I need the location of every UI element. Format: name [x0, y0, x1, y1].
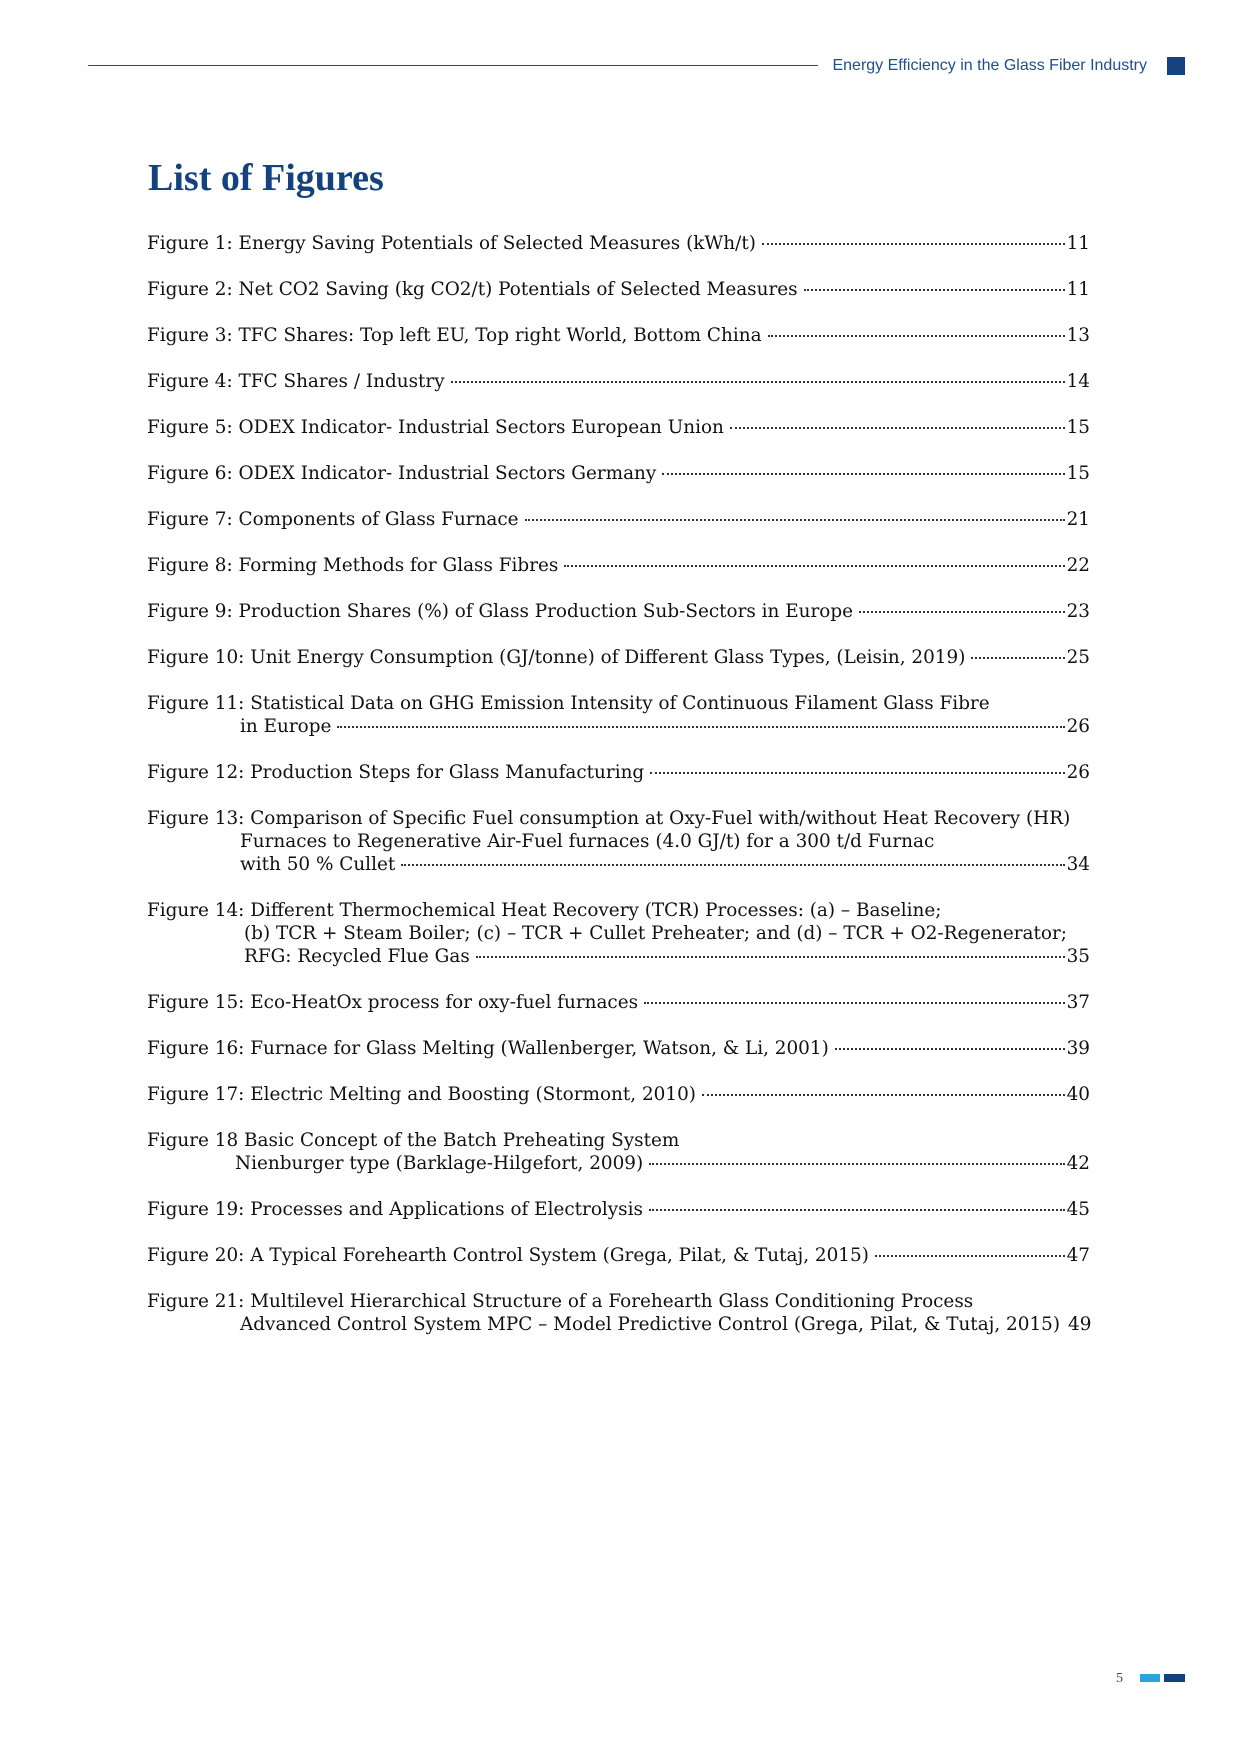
- page-number: 25: [1066, 647, 1090, 668]
- figure-label: Figure 17: Electric Melting and Boosting (Stormont, 2010): [147, 1084, 696, 1105]
- figure-entry[interactable]: [147, 554, 1090, 577]
- dot-leader: [525, 519, 1065, 521]
- header-square-icon: [1167, 57, 1185, 75]
- page-number: 23: [1066, 601, 1090, 622]
- figure-label-continuation: Furnaces to Regenerative Air-Fuel furnaces (4.0 GJ/t) for a 300 t/d Furnac: [240, 831, 935, 852]
- dot-leader: [762, 243, 1065, 245]
- figure-entry[interactable]: [147, 761, 1090, 784]
- page-number: 47: [1066, 1245, 1090, 1266]
- running-header-title: Energy Efficiency in the Glass Fiber Industry: [832, 57, 1147, 74]
- figure-label-continuation: (b) TCR + Steam Boiler; (c) – TCR + Cullet Preheater; and (d) – TCR + O2-Regenerator;: [244, 923, 1067, 944]
- figure-label-continuation: Nienburger type (Barklage-Hilgefort, 2009): [235, 1153, 644, 1174]
- page-number: 21: [1066, 509, 1090, 530]
- page-number: 42: [1066, 1153, 1090, 1174]
- figure-entry[interactable]: [147, 324, 1090, 347]
- figure-entry[interactable]: [147, 1244, 1090, 1267]
- figure-entry[interactable]: [147, 278, 1090, 301]
- dot-leader: [649, 1163, 1064, 1165]
- figure-label: Figure 3: TFC Shares: Top left EU, Top right World, Bottom China: [147, 325, 762, 346]
- figure-entry[interactable]: [147, 416, 1090, 439]
- page-number: 40: [1066, 1084, 1090, 1105]
- figure-label: Figure 6: ODEX Indicator- Industrial Sectors Germany: [147, 463, 657, 484]
- dot-leader: [804, 289, 1065, 291]
- figure-entry[interactable]: [147, 1083, 1090, 1106]
- dot-leader: [650, 772, 1064, 774]
- footer-page-number: 5: [1116, 1671, 1123, 1686]
- figure-entry[interactable]: [147, 1198, 1090, 1221]
- figure-label-continuation: RFG: Recycled Flue Gas: [244, 946, 470, 967]
- footer-accent-bar-icon: [1164, 1674, 1185, 1682]
- page-number: 14: [1066, 371, 1090, 392]
- figure-entry[interactable]: [147, 899, 1090, 968]
- figure-label: Figure 12: Production Steps for Glass Manufacturing: [147, 762, 645, 783]
- figure-entry[interactable]: [147, 232, 1090, 255]
- dot-leader: [730, 427, 1065, 429]
- page-number: 11: [1066, 279, 1090, 300]
- dot-leader: [835, 1048, 1065, 1050]
- figure-label: Figure 19: Processes and Applications of Electrolysis: [147, 1199, 643, 1220]
- dot-leader: [859, 611, 1065, 613]
- page-number: 11: [1066, 233, 1090, 254]
- figure-entry[interactable]: [147, 462, 1090, 485]
- dot-leader: [564, 565, 1064, 567]
- figure-entry[interactable]: [147, 991, 1090, 1014]
- figure-label: Figure 18 Basic Concept of the Batch Preheating System: [147, 1130, 680, 1151]
- dot-leader: [337, 726, 1064, 728]
- figure-label: Figure 2: Net CO2 Saving (kg CO2/t) Potentials of Selected Measures: [147, 279, 798, 300]
- figure-label-continuation: with 50 % Cullet: [240, 854, 396, 875]
- figure-entry[interactable]: [147, 1129, 1090, 1175]
- figure-entry[interactable]: [147, 600, 1090, 623]
- dot-leader: [644, 1002, 1065, 1004]
- figure-label: Figure 16: Furnace for Glass Melting (Wallenberger, Watson, & Li, 2001): [147, 1038, 829, 1059]
- figure-label: Figure 11: Statistical Data on GHG Emission Intensity of Continuous Filament Glass Fibre: [147, 693, 990, 714]
- dot-leader: [401, 864, 1064, 866]
- figure-label-continuation: in Europe: [240, 716, 332, 737]
- figure-label: Figure 15: Eco-HeatOx process for oxy-fuel furnaces: [147, 992, 639, 1013]
- figure-entry[interactable]: [147, 508, 1090, 531]
- figure-label: Figure 4: TFC Shares / Industry: [147, 371, 445, 392]
- dot-leader: [702, 1094, 1065, 1096]
- dot-leader: [451, 381, 1065, 383]
- figure-entry[interactable]: [147, 1037, 1090, 1060]
- page-number: 39: [1066, 1038, 1090, 1059]
- page-number: 13: [1066, 325, 1090, 346]
- dot-leader: [476, 956, 1065, 958]
- page-number: 49: [1068, 1314, 1092, 1335]
- page-number: 15: [1066, 463, 1090, 484]
- dot-leader: [768, 335, 1065, 337]
- figure-label: Figure 1: Energy Saving Potentials of Selected Measures (kWh/t): [147, 233, 756, 254]
- figure-label: Figure 8: Forming Methods for Glass Fibres: [147, 555, 559, 576]
- figure-label: Figure 5: ODEX Indicator- Industrial Sectors European Union: [147, 417, 724, 438]
- figure-entry[interactable]: [147, 646, 1090, 669]
- dot-leader: [875, 1255, 1065, 1257]
- page-number: 26: [1066, 762, 1090, 783]
- figure-list: [147, 232, 1090, 1359]
- figure-label: Figure 20: A Typical Forehearth Control System (Grega, Pilat, & Tutaj, 2015): [147, 1245, 869, 1266]
- page-number: 15: [1066, 417, 1090, 438]
- dot-leader: [649, 1209, 1065, 1211]
- figure-label-continuation: Advanced Control System MPC – Model Predictive Control (Grega, Pilat, & Tutaj, 2015): [240, 1314, 1061, 1335]
- figure-entry[interactable]: [147, 370, 1090, 393]
- figure-label: Figure 21: Multilevel Hierarchical Structure of a Forehearth Glass Conditioning Process: [147, 1291, 974, 1312]
- page-number: 37: [1066, 992, 1090, 1013]
- figure-label: Figure 9: Production Shares (%) of Glass Production Sub-Sectors in Europe: [147, 601, 854, 622]
- figure-label: Figure 10: Unit Energy Consumption (GJ/tonne) of Different Glass Types, (Leisin, 2019): [147, 647, 966, 668]
- figure-label: Figure 14: Different Thermochemical Heat Recovery (TCR) Processes: (a) – Baseline;: [147, 900, 942, 921]
- page-number: 34: [1066, 854, 1090, 875]
- page-number: 35: [1066, 946, 1090, 967]
- figure-entry[interactable]: [147, 1290, 1090, 1336]
- figure-entry[interactable]: [147, 692, 1090, 738]
- figure-label: Figure 7: Components of Glass Furnace: [147, 509, 519, 530]
- page-number: 26: [1066, 716, 1090, 737]
- header-rule: [88, 65, 818, 66]
- page-title: List of Figures: [148, 157, 384, 199]
- figure-entry[interactable]: [147, 807, 1090, 876]
- page-number: 22: [1066, 555, 1090, 576]
- footer-accent-bar-icon: [1140, 1674, 1160, 1682]
- dot-leader: [662, 473, 1064, 475]
- figure-label: Figure 13: Comparison of Specific Fuel consumption at Oxy-Fuel with/without Heat Recovery (HR): [147, 808, 1071, 829]
- page-number: 45: [1066, 1199, 1090, 1220]
- dot-leader: [971, 657, 1064, 659]
